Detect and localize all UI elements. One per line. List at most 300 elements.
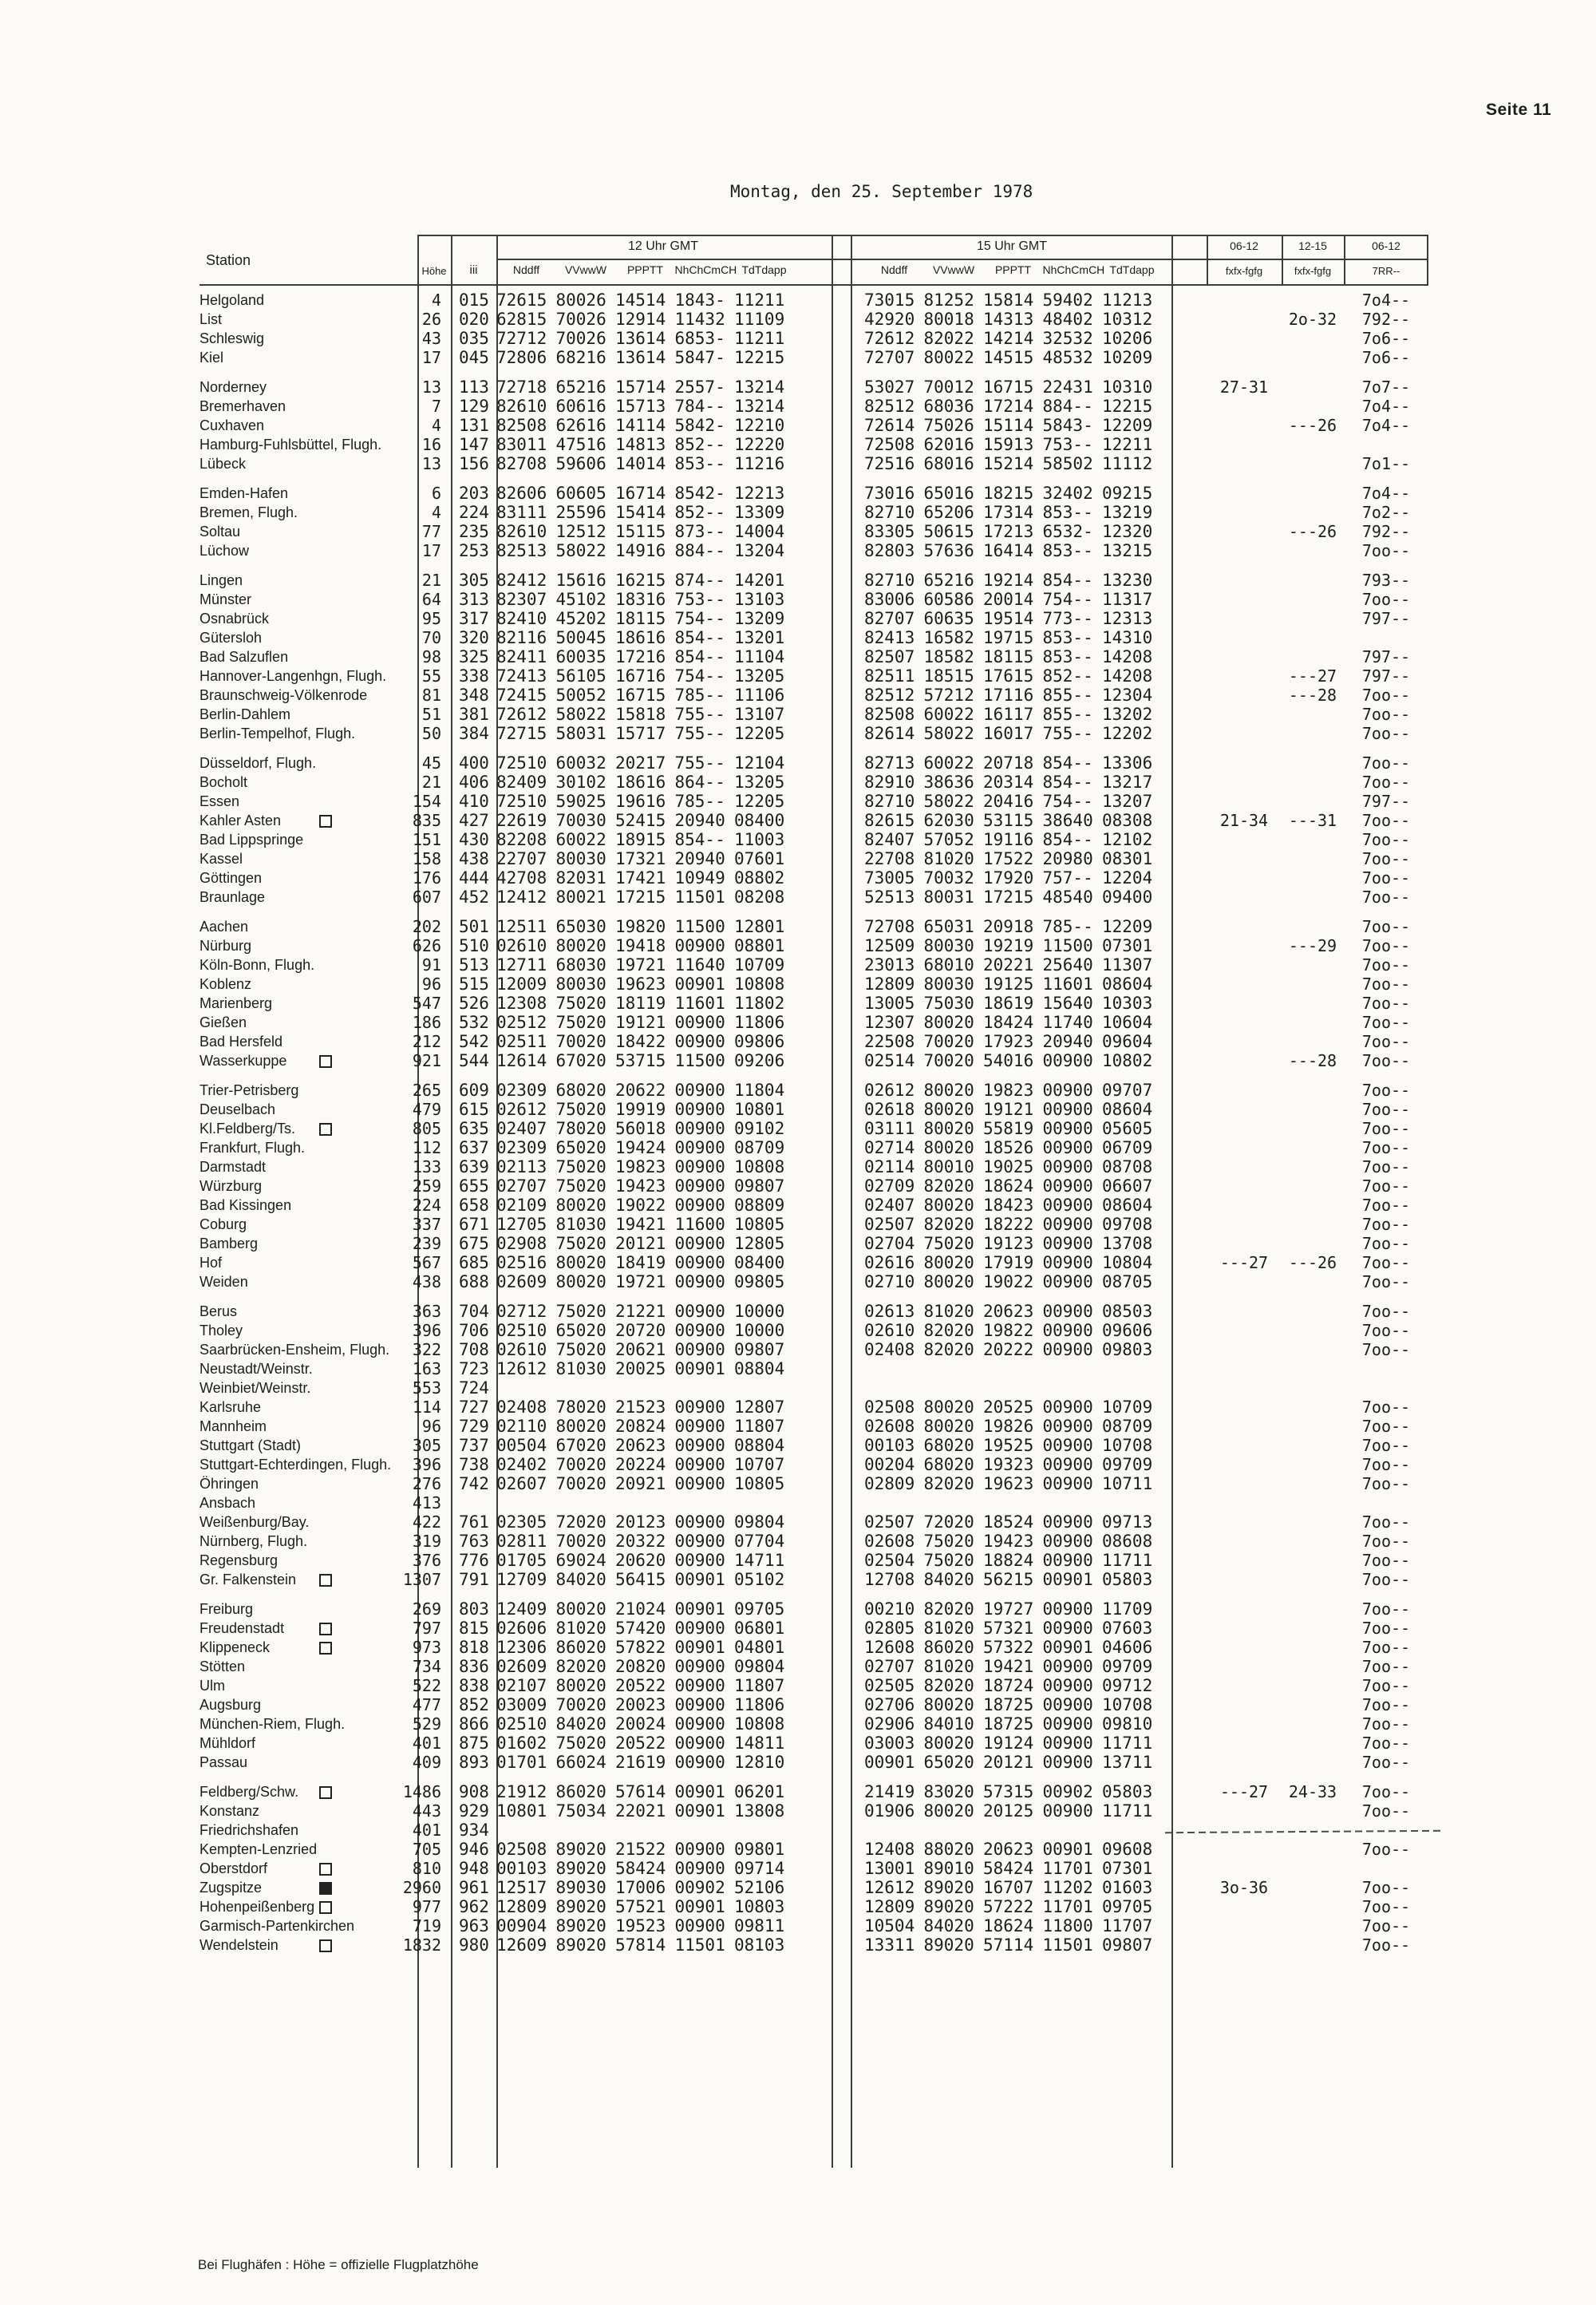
station-group xyxy=(200,1782,1428,1955)
station-name: Braunlage xyxy=(200,889,266,905)
column-gap xyxy=(830,1436,864,1455)
obs-12-gmt xyxy=(496,541,830,560)
obs-value: 18524 xyxy=(983,1512,1034,1532)
obs-value: 21522 xyxy=(615,1840,666,1859)
column-gap xyxy=(830,1032,864,1051)
obs-15-gmt xyxy=(864,1138,1171,1157)
obs-value: 72806 xyxy=(496,348,547,367)
obs-12-gmt xyxy=(496,724,830,743)
column-gap xyxy=(830,936,864,955)
station-number: 338 xyxy=(459,666,489,686)
obs-value: 72712 xyxy=(496,329,547,348)
precip-7rr xyxy=(1344,628,1428,647)
obs-value: 02109 xyxy=(496,1196,547,1215)
obs-12-gmt xyxy=(496,1119,830,1138)
station-number: 658 xyxy=(459,1196,489,1215)
column-gap xyxy=(830,686,864,705)
station-name: Kl.Feldberg/Ts. xyxy=(200,1119,401,1138)
table-row xyxy=(200,1321,1428,1340)
station-number: 961 xyxy=(459,1878,489,1897)
obs-value: 04606 xyxy=(1102,1638,1153,1657)
obs-value: 08301 xyxy=(1102,849,1153,868)
table-rule xyxy=(417,235,1428,236)
obs-value: 11106 xyxy=(734,686,785,705)
obs-value: 52415 xyxy=(615,811,666,830)
column-gap xyxy=(830,705,864,724)
gust-12-15 xyxy=(1282,1916,1344,1935)
obs-value: 80030 xyxy=(923,975,974,994)
obs-15-gmt xyxy=(864,647,1171,666)
station-name: Stötten xyxy=(200,1659,246,1674)
obs-value: 02508 xyxy=(864,1398,915,1417)
precip-7rr: 7oo-- xyxy=(1361,1897,1411,1916)
station-elevation: 176 xyxy=(412,868,441,888)
mountain-station-symbol xyxy=(319,1574,332,1587)
obs-value: 10949 xyxy=(674,868,725,888)
obs-value: 80020 xyxy=(555,1599,606,1619)
mountain-station-symbol xyxy=(319,1863,332,1876)
column-gap xyxy=(830,1321,864,1340)
gust-06-12 xyxy=(1207,1196,1282,1215)
column-gap xyxy=(1171,1935,1207,1955)
station-elevation: 413 xyxy=(412,1493,441,1512)
obs-value: 81020 xyxy=(923,1302,974,1321)
station-number: 156 xyxy=(459,454,489,473)
column-gap xyxy=(1171,416,1207,435)
obs-value: 82610 xyxy=(496,522,547,541)
obs-value: 02608 xyxy=(864,1532,915,1551)
gust-12-15 xyxy=(1282,1119,1344,1138)
station-elevation: 1486 xyxy=(402,1782,441,1801)
table-row xyxy=(200,1532,1428,1551)
precip-7rr: 7oo-- xyxy=(1361,1340,1411,1359)
gust-12-15 xyxy=(1282,348,1344,367)
station-elevation: 1307 xyxy=(402,1570,441,1589)
obs-value: 20522 xyxy=(615,1676,666,1695)
obs-15-gmt xyxy=(864,571,1171,590)
obs-12-gmt xyxy=(496,1657,830,1676)
station-name: Göttingen xyxy=(200,870,263,886)
obs-value: 83111 xyxy=(496,503,547,522)
obs-value: 81030 xyxy=(555,1215,606,1234)
synoptic-weather-table xyxy=(200,235,1428,2168)
station-name: Mühldorf xyxy=(200,1735,256,1751)
obs-value: 855-- xyxy=(1042,705,1093,724)
obs-15-gmt xyxy=(864,1272,1171,1291)
obs-12-gmt xyxy=(496,1176,830,1196)
station-name: Stuttgart-Echterdingen, Flugh. xyxy=(200,1457,392,1473)
obs-value: 70020 xyxy=(555,1532,606,1551)
obs-value: 755-- xyxy=(674,753,725,773)
column-gap xyxy=(830,1359,864,1378)
column-gap xyxy=(830,1821,864,1840)
obs-value: 07301 xyxy=(1102,936,1153,955)
gust-06-12 xyxy=(1207,503,1282,522)
obs-value: 25640 xyxy=(1042,955,1093,975)
col-header-06-12: 06-12 xyxy=(1372,239,1400,252)
obs-value: 02610 xyxy=(496,1340,547,1359)
obs-value: 09805 xyxy=(734,1272,785,1291)
column-gap xyxy=(830,1013,864,1032)
obs-value: 68020 xyxy=(555,1081,606,1100)
obs-value: 13219 xyxy=(1102,503,1153,522)
obs-value: 00900 xyxy=(674,1013,725,1032)
table-row xyxy=(200,1782,1428,1801)
table-row xyxy=(200,1051,1428,1070)
station-number: 203 xyxy=(459,484,489,503)
obs-value: 11112 xyxy=(1102,454,1153,473)
obs-value: 80020 xyxy=(555,1196,606,1215)
obs-value: 12612 xyxy=(864,1878,915,1897)
obs-value: 02609 xyxy=(496,1272,547,1291)
precip-7rr: 7oo-- xyxy=(1361,1157,1411,1176)
obs-15-gmt xyxy=(864,1753,1171,1772)
obs-value: 13001 xyxy=(864,1859,915,1878)
column-gap xyxy=(1171,329,1207,348)
station-name: Essen xyxy=(200,793,240,809)
gust-06-12 xyxy=(1207,1436,1282,1455)
column-gap xyxy=(830,1714,864,1734)
col-subheader-fxfg: fxfx-fgfg xyxy=(1294,265,1332,277)
station-number: 980 xyxy=(459,1935,489,1955)
table-row xyxy=(200,1570,1428,1589)
station-name: Nürburg xyxy=(200,938,252,954)
column-gap xyxy=(830,1638,864,1657)
column-gap xyxy=(830,1234,864,1253)
gust-06-12 xyxy=(1207,975,1282,994)
obs-value: 17216 xyxy=(615,647,666,666)
gust-12-15: ---31 xyxy=(1288,811,1337,830)
obs-value: 15814 xyxy=(983,291,1034,310)
obs-value: 22708 xyxy=(864,849,915,868)
obs-value: 00901 xyxy=(674,1801,725,1821)
column-gap xyxy=(830,1551,864,1570)
gust-06-12 xyxy=(1207,705,1282,724)
table-row xyxy=(200,1081,1428,1100)
obs-value: 80020 xyxy=(555,1253,606,1272)
obs-value: 72508 xyxy=(864,435,915,454)
obs-12-gmt xyxy=(496,686,830,705)
col-header-nhchcmch: NhChCmCH xyxy=(674,263,737,276)
gust-12-15 xyxy=(1282,1753,1344,1772)
obs-value: 16414 xyxy=(983,541,1034,560)
table-row xyxy=(200,1935,1428,1955)
station-number: 761 xyxy=(459,1512,489,1532)
table-row xyxy=(200,1512,1428,1532)
precip-7rr: 7oo-- xyxy=(1361,1638,1411,1657)
obs-15-gmt xyxy=(864,348,1171,367)
column-gap xyxy=(1171,1840,1207,1859)
station-elevation: 529 xyxy=(412,1714,441,1734)
obs-value: 70020 xyxy=(923,1051,974,1070)
obs-value: 00900 xyxy=(1042,1081,1093,1100)
obs-value: 70026 xyxy=(555,310,606,329)
obs-value: 83020 xyxy=(923,1782,974,1801)
obs-value: 09206 xyxy=(734,1051,785,1070)
gust-12-15 xyxy=(1282,1619,1344,1638)
obs-value: 56215 xyxy=(983,1570,1034,1589)
station-elevation: 6 xyxy=(431,484,441,503)
obs-value: 6853- xyxy=(674,329,725,348)
column-gap xyxy=(1171,1436,1207,1455)
page-number: Seite 11 xyxy=(1486,101,1552,119)
obs-value: 00900 xyxy=(1042,1138,1093,1157)
obs-value: 08400 xyxy=(734,1253,785,1272)
obs-value: 10804 xyxy=(1102,1253,1153,1272)
obs-value: 81020 xyxy=(923,1619,974,1638)
station-elevation: 265 xyxy=(412,1081,441,1100)
gust-12-15 xyxy=(1282,1340,1344,1359)
obs-value: 84010 xyxy=(923,1714,974,1734)
obs-value: 21419 xyxy=(864,1782,915,1801)
station-name: Berlin-Dahlem xyxy=(200,706,291,722)
obs-value: 15214 xyxy=(983,454,1034,473)
column-gap xyxy=(1171,291,1207,310)
table-row xyxy=(200,1714,1428,1734)
station-group xyxy=(200,1081,1428,1291)
gust-12-15 xyxy=(1282,849,1344,868)
obs-12-gmt xyxy=(496,435,830,454)
obs-value: 81020 xyxy=(923,1657,974,1676)
precip-7rr: 7oo-- xyxy=(1361,1753,1411,1772)
obs-value: 20940 xyxy=(674,849,725,868)
obs-value: 00900 xyxy=(1042,1551,1093,1570)
obs-value: 15913 xyxy=(983,435,1034,454)
obs-value: 09807 xyxy=(734,1340,785,1359)
station-group xyxy=(200,1599,1428,1772)
station-number: 838 xyxy=(459,1676,489,1695)
station-name: Koblenz xyxy=(200,976,252,992)
col-header-station: Station xyxy=(206,252,251,268)
obs-value: 00900 xyxy=(674,1138,725,1157)
column-gap xyxy=(1171,724,1207,743)
station-number: 438 xyxy=(459,849,489,868)
column-gap xyxy=(1171,590,1207,609)
precip-7rr: 7oo-- xyxy=(1361,811,1411,830)
precip-7rr: 797-- xyxy=(1361,792,1411,811)
obs-value: 00900 xyxy=(674,1119,725,1138)
obs-value: 20940 xyxy=(1042,1032,1093,1051)
obs-value: 00900 xyxy=(1042,1455,1093,1474)
table-row xyxy=(200,686,1428,705)
table-row xyxy=(200,936,1428,955)
gust-12-15 xyxy=(1282,994,1344,1013)
gust-06-12 xyxy=(1207,1215,1282,1234)
obs-value: 13215 xyxy=(1102,541,1153,560)
table-row xyxy=(200,454,1428,473)
obs-value: 82708 xyxy=(496,454,547,473)
column-gap xyxy=(830,888,864,907)
obs-value: 84020 xyxy=(555,1714,606,1734)
gust-06-12 xyxy=(1207,1916,1282,1935)
obs-value: 18582 xyxy=(923,647,974,666)
obs-value: 55819 xyxy=(983,1119,1034,1138)
gust-06-12 xyxy=(1207,1859,1282,1878)
column-gap xyxy=(830,291,864,310)
table-row xyxy=(200,1234,1428,1253)
obs-value: 70032 xyxy=(923,868,974,888)
obs-value: 89020 xyxy=(555,1935,606,1955)
obs-value: 00900 xyxy=(674,1398,725,1417)
column-gap xyxy=(830,1196,864,1215)
obs-value: 72615 xyxy=(496,291,547,310)
obs-12-gmt xyxy=(496,705,830,724)
obs-12-gmt xyxy=(496,955,830,975)
table-row xyxy=(200,1638,1428,1657)
gust-12-15 xyxy=(1282,1378,1344,1398)
obs-value: 02114 xyxy=(864,1157,915,1176)
obs-value: 753-- xyxy=(1042,435,1093,454)
obs-value: 82512 xyxy=(864,397,915,416)
obs-value: 09400 xyxy=(1102,888,1153,907)
station-number: 723 xyxy=(459,1359,489,1378)
station-number: 325 xyxy=(459,647,489,666)
station-number: 929 xyxy=(459,1801,489,1821)
obs-value: 72020 xyxy=(923,1512,974,1532)
station-elevation: 438 xyxy=(412,1272,441,1291)
obs-value: 45102 xyxy=(555,590,606,609)
obs-value: 75020 xyxy=(555,1234,606,1253)
column-gap xyxy=(830,1532,864,1551)
obs-value: 02608 xyxy=(864,1417,915,1436)
obs-value: 70020 xyxy=(555,1695,606,1714)
station-elevation: 921 xyxy=(412,1051,441,1070)
obs-value: 38640 xyxy=(1042,811,1093,830)
gust-06-12 xyxy=(1207,522,1282,541)
obs-value: 02809 xyxy=(864,1474,915,1493)
obs-value: 72516 xyxy=(864,454,915,473)
station-name: Marienberg xyxy=(200,995,273,1011)
obs-value: 19826 xyxy=(983,1417,1034,1436)
station-name: Cuxhaven xyxy=(200,417,265,433)
obs-12-gmt xyxy=(496,647,830,666)
obs-value: 82910 xyxy=(864,773,915,792)
column-gap xyxy=(1171,955,1207,975)
station-elevation: 98 xyxy=(421,647,441,666)
obs-15-gmt xyxy=(864,522,1171,541)
station-name: Öhringen xyxy=(200,1476,259,1492)
gust-12-15 xyxy=(1282,503,1344,522)
obs-value: 12511 xyxy=(496,917,547,936)
obs-value: 13614 xyxy=(615,348,666,367)
obs-value: 80020 xyxy=(923,1119,974,1138)
obs-value: 13209 xyxy=(734,609,785,628)
column-gap xyxy=(830,541,864,560)
obs-value: 17215 xyxy=(983,888,1034,907)
obs-value: 755-- xyxy=(674,724,725,743)
obs-value: 17522 xyxy=(983,849,1034,868)
gust-06-12 xyxy=(1207,686,1282,705)
obs-value: 11800 xyxy=(1042,1916,1093,1935)
obs-12-gmt xyxy=(496,1138,830,1157)
table-row xyxy=(200,1013,1428,1032)
obs-value: 75020 xyxy=(555,1100,606,1119)
precip-7rr: 7o6-- xyxy=(1361,348,1411,367)
precip-7rr: 7o7-- xyxy=(1361,378,1411,397)
obs-12-gmt xyxy=(496,1676,830,1695)
precip-7rr: 7oo-- xyxy=(1361,686,1411,705)
obs-value: 02508 xyxy=(496,1840,547,1859)
obs-value: 82707 xyxy=(864,609,915,628)
gust-06-12: 27-31 xyxy=(1219,378,1269,397)
obs-15-gmt xyxy=(864,1234,1171,1253)
obs-15-gmt xyxy=(864,753,1171,773)
obs-value: 19025 xyxy=(983,1157,1034,1176)
obs-15-gmt xyxy=(864,503,1171,522)
column-gap xyxy=(830,435,864,454)
obs-value: 852-- xyxy=(674,503,725,522)
obs-value: 18725 xyxy=(983,1714,1034,1734)
gust-06-12 xyxy=(1207,1302,1282,1321)
gust-12-15 xyxy=(1282,830,1344,849)
obs-value: 56018 xyxy=(615,1119,666,1138)
station-elevation: 13 xyxy=(421,378,441,397)
station-elevation: 224 xyxy=(412,1196,441,1215)
obs-value: 20622 xyxy=(615,1081,666,1100)
station-number: 852 xyxy=(459,1695,489,1714)
obs-value: 82409 xyxy=(496,773,547,792)
station-name: Deuselbach xyxy=(200,1101,276,1117)
table-row xyxy=(200,1821,1428,1840)
obs-value: 75020 xyxy=(555,994,606,1013)
obs-value: 10808 xyxy=(734,1714,785,1734)
column-gap xyxy=(1171,917,1207,936)
col-subheader-7rr: 7RR-- xyxy=(1372,265,1400,277)
obs-value: 11802 xyxy=(734,994,785,1013)
precip-7rr: 7oo-- xyxy=(1361,1782,1411,1801)
obs-value: 80021 xyxy=(555,888,606,907)
precip-7rr: 7oo-- xyxy=(1361,753,1411,773)
precip-7rr: 7oo-- xyxy=(1361,1512,1411,1532)
column-gap xyxy=(1171,1398,1207,1417)
gust-12-15 xyxy=(1282,609,1344,628)
station-number: 501 xyxy=(459,917,489,936)
obs-value: 11500 xyxy=(674,1051,725,1070)
station-name: Garmisch-Partenkirchen xyxy=(200,1918,355,1934)
station-elevation: 43 xyxy=(421,329,441,348)
table-row xyxy=(200,329,1428,348)
gust-12-15 xyxy=(1282,705,1344,724)
obs-12-gmt xyxy=(496,1340,830,1359)
table-row xyxy=(200,310,1428,329)
obs-12-gmt xyxy=(496,1599,830,1619)
obs-value: 02402 xyxy=(496,1455,547,1474)
obs-12-gmt xyxy=(496,416,830,435)
precip-7rr: 7oo-- xyxy=(1361,1321,1411,1340)
obs-value: 02612 xyxy=(496,1100,547,1119)
gust-12-15: ---28 xyxy=(1288,1051,1337,1070)
obs-value: 02408 xyxy=(864,1340,915,1359)
obs-value: 884-- xyxy=(1042,397,1093,416)
obs-value: 13708 xyxy=(1102,1234,1153,1253)
station-elevation: 734 xyxy=(412,1657,441,1676)
precip-7rr: 7oo-- xyxy=(1361,1532,1411,1551)
precip-7rr: 797-- xyxy=(1361,609,1411,628)
precip-7rr: 7oo-- xyxy=(1361,1398,1411,1417)
obs-value: 75034 xyxy=(555,1801,606,1821)
obs-12-gmt xyxy=(496,994,830,1013)
obs-12-gmt xyxy=(496,590,830,609)
gust-12-15 xyxy=(1282,1398,1344,1417)
table-row xyxy=(200,1599,1428,1619)
obs-12-gmt xyxy=(496,888,830,907)
obs-value: 82615 xyxy=(864,811,915,830)
obs-value: 06801 xyxy=(734,1619,785,1638)
obs-value: 19721 xyxy=(615,955,666,975)
obs-value: 68020 xyxy=(923,1455,974,1474)
gust-12-15: ---27 xyxy=(1288,666,1337,686)
station-number: 724 xyxy=(459,1378,489,1398)
